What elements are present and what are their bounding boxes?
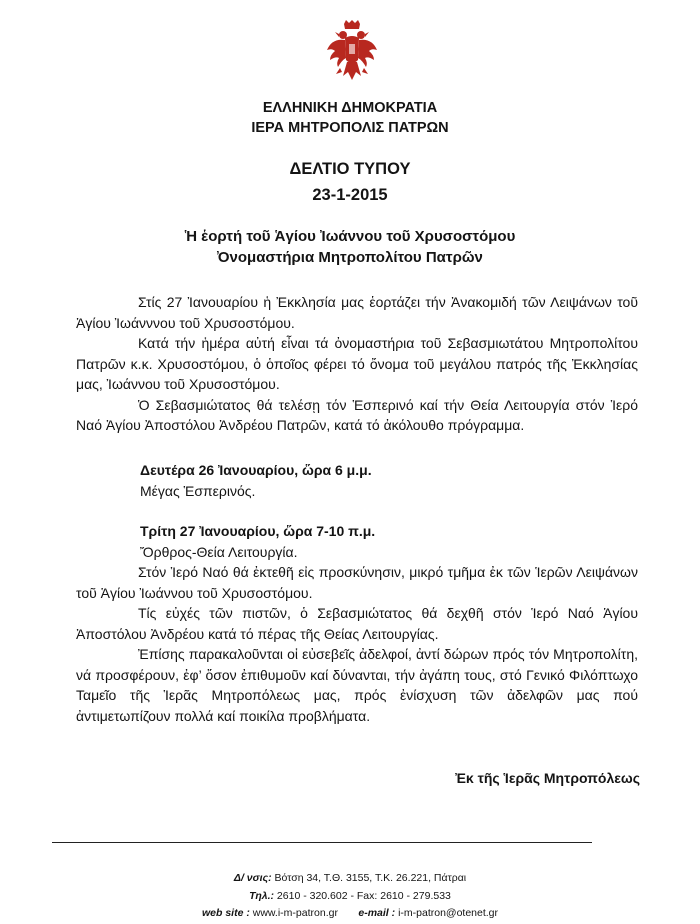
title-line-2: Ὀνομαστήρια Μητροπολίτου Πατρῶν bbox=[217, 249, 483, 266]
footer-web-email bbox=[0, 907, 700, 919]
footer-phone bbox=[0, 890, 700, 902]
metropolis-name: ΙΕΡΑ ΜΗΤΡΟΠΟΛΙΣ ΠΑΤΡΩΝ bbox=[251, 120, 449, 136]
intro-text bbox=[76, 292, 638, 436]
email-label: e-mail : bbox=[358, 907, 396, 919]
title-line-1: Ἡ ἑορτή τοῦ Ἁγίου Ἰωάννου τοῦ Χρυσοστόμου bbox=[184, 228, 516, 245]
schedule-day-2-item: Ὄρθρος-Θεία Λειτουργία. bbox=[140, 544, 298, 560]
phone-label: Τηλ.: bbox=[249, 890, 274, 902]
email-link[interactable]: i-m-patron@otenet.gr bbox=[398, 907, 499, 919]
footer-address bbox=[0, 872, 700, 884]
details-paragraph-1: Στόν Ἱερό Ναό θά ἐκτεθῆ εἰς προσκύνησιν, μικρό τμῆμα ἐκ τῶν Ἱερῶν Λειψάνων τοῦ Ἁγίου Ἰωάννου τοῦ Χρυσοστόμου. bbox=[76, 564, 638, 601]
intro-paragraph-2: Κατά τήν ἡμέρα αὐτή εἶναι τά ὀνομαστήρια τοῦ Σεβασμιωτάτου Μητροπολίτου Πατρῶν κ.κ. Χρυσοστόμου, ὁ ὁποῖος φέρει τό ὄνομα τοῦ μεγάλου πατρός τῆς Ἐκκλησίας μας, Ἰωάννου τοῦ Χρυσοστόμου. bbox=[76, 335, 638, 392]
schedule-day-2-heading: Τρίτη 27 Ἰανουαρίου, ὥρα 7-10 π.μ. bbox=[140, 523, 376, 539]
footer-divider bbox=[52, 842, 592, 843]
details-paragraph-3: Ἐπίσης παρακαλοῦνται οἱ εὐσεβεῖς ἀδελφοί, ἀντί δώρων πρός τόν Μητροπολίτη, νά προσφέρουν, ἐφ’ ὅσον ἐπιθυμοῦν καί δύνανται, τήν ἀγάπη τους, στό Γενικό Φιλόπτωχο Ταμεῖο τῆς Ἱερᾶς Μητροπόλεως μας, πρός ἐνίσχυση τῶν ἀδελφῶν μας πού ἀντιμετωπίζουν πολλά καί ποικίλα προβλήματα. bbox=[76, 646, 638, 724]
address-label: Δ/ νσις: bbox=[233, 872, 272, 884]
details-text bbox=[76, 562, 638, 726]
intro-paragraph-3: Ὁ Σεβασμιώτατος θά τελέσῃ τόν Ἑσπερινό καί τήν Θεία Λειτουργία στόν Ἱερό Ναό Ἁγίου Ἀποστόλου Ἀνδρέου Πατρῶν, κατά τό ἀκόλουθο πρόγραμμα. bbox=[76, 396, 638, 433]
web-label: web site : bbox=[201, 907, 250, 919]
document-type: ΔΕΛΤΙΟ ΤΥΠΟΥ bbox=[289, 160, 411, 178]
address-value: Βότση 34, Τ.Θ. 3155, Τ.Κ. 26.221, Πάτραι bbox=[274, 872, 467, 884]
double-headed-eagle-icon bbox=[326, 20, 378, 82]
intro-paragraph-1: Στίς 27 Ἰανουαρίου ἡ Ἐκκλησία μας ἑορτάζει τήν Ἀνακομιδή τῶν Λειψάνων τοῦ Ἁγίου Ἰωάνννου τοῦ Χρυσοστόμου. bbox=[76, 294, 638, 331]
web-link[interactable]: www.i-m-patron.gr bbox=[252, 907, 338, 919]
country-name: ΕΛΛΗΝΙΚΗ ΔΗΜΟΚΡΑΤΙΑ bbox=[262, 100, 438, 116]
phone-value: 2610 - 320.602 - Fax: 2610 - 279.533 bbox=[276, 890, 451, 902]
schedule-day-1-item: Μέγας Ἑσπερινός. bbox=[140, 483, 256, 499]
document-date: 23-1-2015 bbox=[312, 186, 388, 204]
schedule-day-1-heading: Δευτέρα 26 Ἰανουαρίου, ὥρα 6 μ.μ. bbox=[140, 462, 372, 478]
details-paragraph-2: Τίς εὐχές τῶν πιστῶν, ὁ Σεβασμιώτατος θά δεχθῆ στόν Ἱερό Ναό Ἁγίου Ἀποστόλου Ἀνδρέου κατά τό πέρας τῆς Θείας Λειτουργίας. bbox=[76, 605, 638, 642]
signature: Ἐκ τῆς Ἱερᾶς Μητροπόλεως bbox=[455, 770, 640, 786]
